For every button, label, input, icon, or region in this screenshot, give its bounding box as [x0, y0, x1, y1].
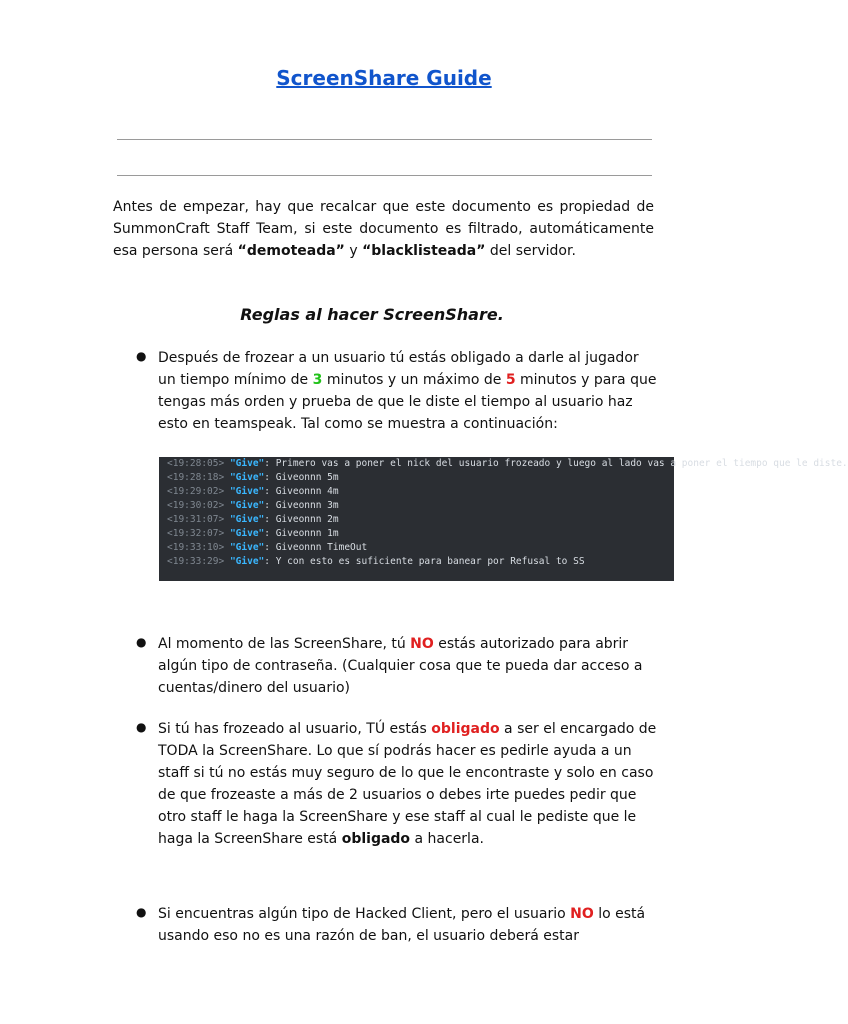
- rule-item-2: [158, 633, 658, 699]
- message-text: : Giveonnn 5m: [264, 472, 339, 483]
- message-text: : Primero vas a poner el nick del usuario frozeado y luego al lado vas a poner el tiempo que le diste.: [264, 458, 848, 469]
- chat-message: [159, 541, 674, 555]
- rule-item-3: [158, 718, 658, 850]
- message-timestamp: <19:32:07>: [167, 528, 225, 539]
- message-username: "Give": [229, 542, 265, 553]
- message-timestamp: <19:33:10>: [167, 542, 225, 553]
- rule-item-1: [158, 347, 658, 435]
- text-segment: Al momento de las ScreenShare, tú: [158, 636, 411, 652]
- green-highlight: 3: [312, 372, 323, 388]
- message-timestamp: <19:30:02>: [167, 500, 225, 511]
- bullet-point: ●: [136, 720, 147, 734]
- message-username: "Give": [229, 472, 265, 483]
- message-username: "Give": [229, 458, 265, 469]
- message-timestamp: <19:33:29>: [167, 556, 225, 567]
- chat-message: [159, 499, 674, 513]
- red-highlight: NO: [570, 906, 594, 922]
- text-segment: y: [344, 243, 363, 259]
- horizontal-divider: [117, 139, 652, 140]
- red-highlight: obligado: [431, 721, 500, 737]
- chat-message: [159, 471, 674, 485]
- document-title-link[interactable]: ScreenShare Guide: [276, 66, 492, 90]
- chat-message: [159, 555, 674, 569]
- message-text: : Y con esto es suficiente para banear por Refusal to SS: [264, 556, 585, 567]
- text-segment: a hacerla.: [410, 831, 484, 847]
- message-username: "Give": [229, 500, 265, 511]
- bullet-point: ●: [136, 349, 147, 363]
- message-username: "Give": [229, 556, 265, 567]
- red-highlight: 5: [505, 372, 516, 388]
- message-username: "Give": [229, 514, 265, 525]
- message-timestamp: <19:29:02>: [167, 486, 225, 497]
- text-segment: Si encuentras algún tipo de Hacked Client, pero el usuario: [158, 906, 571, 922]
- message-text: : Giveonnn 4m: [264, 486, 339, 497]
- text-segment: Antes de empezar, hay que recalcar que este documento es propiedad de SummonCraft Staff Team, si este documento es filtrado, automáticamente esa persona será: [113, 199, 654, 259]
- chat-message: [159, 485, 674, 499]
- horizontal-divider: [117, 175, 652, 176]
- bullet-point: ●: [136, 905, 147, 919]
- message-text: : Giveonnn 2m: [264, 514, 339, 525]
- teamspeak-chat-log: [159, 457, 848, 581]
- text-segment: a ser el encargado de TODA la ScreenShare. Lo que sí podrás hacer es pedirle ayuda a un staff si tú no estás muy seguro de lo que le encontraste y solo en caso de que frozeaste a más de 2 usuarios o debes irte puedes pedir que otro staff le haga la ScreenShare y ese staff al cual le pediste que le haga la ScreenShare está: [158, 721, 657, 847]
- bold-emphasis: “demoteada”: [237, 243, 345, 259]
- section-heading: Reglas al hacer ScreenShare.: [240, 305, 504, 324]
- text-segment: del servidor.: [485, 243, 576, 259]
- message-username: "Give": [229, 528, 265, 539]
- rule-item-4: [158, 903, 658, 947]
- chat-message: [159, 457, 848, 471]
- text-segment: minutos y un máximo de: [322, 372, 506, 388]
- red-highlight: NO: [410, 636, 434, 652]
- chat-message: [159, 513, 674, 527]
- message-text: : Giveonnn TimeOut: [264, 542, 368, 553]
- message-timestamp: <19:31:07>: [167, 514, 225, 525]
- bullet-point: ●: [136, 635, 147, 649]
- text-segment: lo está usando eso no es una razón de ban, el usuario deberá estar: [158, 906, 646, 944]
- message-timestamp: <19:28:18>: [167, 472, 225, 483]
- chat-message: [159, 527, 674, 541]
- text-segment: minutos y para que tengas más orden y prueba de que le diste el tiempo al usuario haz esto en teamspeak. Tal como se muestra a continuación:: [158, 372, 657, 432]
- intro-paragraph: [113, 196, 654, 262]
- message-username: "Give": [229, 486, 265, 497]
- bold-emphasis: “blacklisteada”: [362, 243, 486, 259]
- text-segment: Si tú has frozeado al usuario, TÚ estás: [158, 721, 432, 737]
- message-text: : Giveonnn 3m: [264, 500, 339, 511]
- text-segment: estás autorizado para abrir algún tipo de contraseña. (Cualquier cosa que te pueda dar acceso a cuentas/dinero del usuario): [158, 636, 643, 696]
- message-timestamp: <19:28:05>: [167, 458, 225, 469]
- message-text: : Giveonnn 1m: [264, 528, 339, 539]
- bold-emphasis: obligado: [341, 831, 411, 847]
- text-segment: Después de frozear a un usuario tú estás obligado a darle al jugador un tiempo mínimo de: [158, 350, 639, 388]
